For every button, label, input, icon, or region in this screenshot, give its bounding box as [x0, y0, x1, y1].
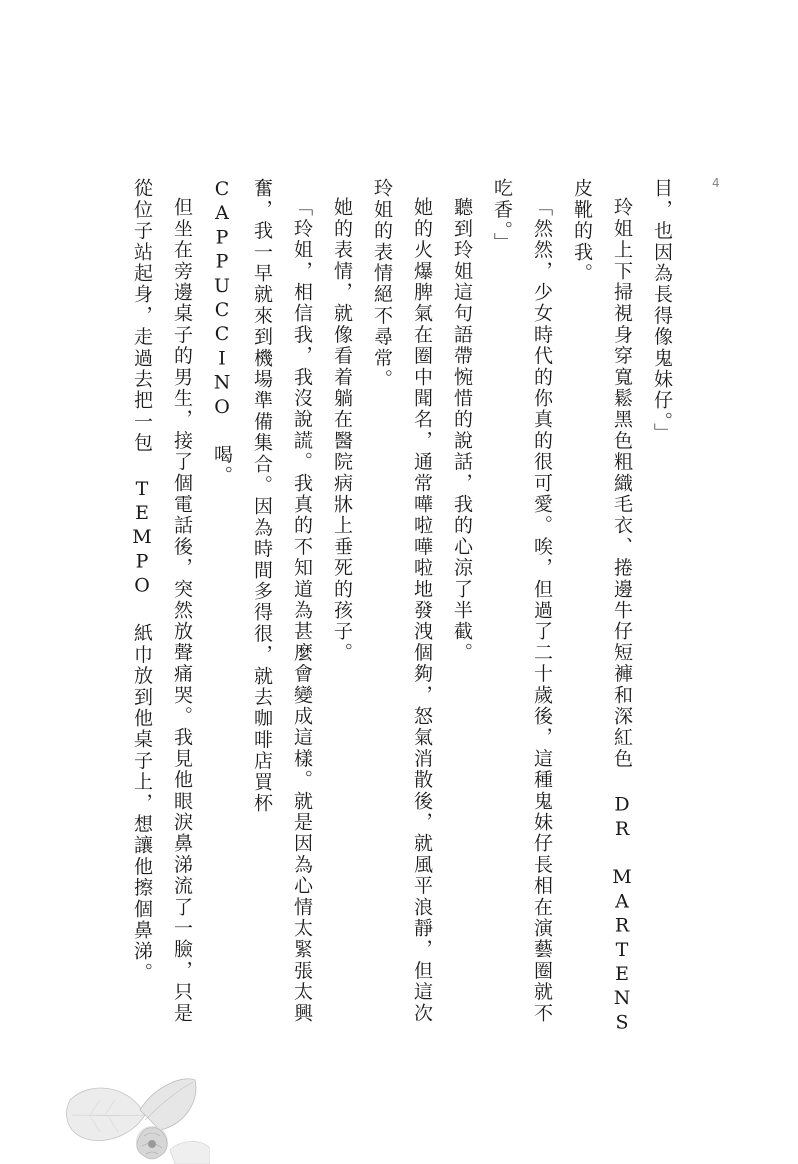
- paragraph: 「玲姐，相信我，我沒說謊。我真的不知道為甚麼會變成這樣。就是因為心情太緊張太興奮，我一早就來到機場準備集合。因為時間多得很，就去咖啡店買杯 CAPPUCCINO 喝。: [211, 178, 313, 1024]
- paragraph: 玲姐上下掃視身穿寬鬆黑色粗織毛衣、捲邊牛仔短褲和深紅色 DR MARTENS 皮靴的我。: [571, 178, 633, 1036]
- page-number: 4: [712, 176, 720, 190]
- flower-head-icon: [136, 1126, 168, 1159]
- paragraph: 她的火爆脾氣在圈中聞名，通常嘩啦嘩啦地發洩個夠，怒氣消散後，就風平浪靜，但這次玲姐的表情絕不尋常。: [371, 178, 433, 1024]
- leaf-icon: [170, 1141, 210, 1164]
- paragraph: 聽到玲姐這句語帶惋惜的說話，我的心涼了半截。: [451, 197, 473, 664]
- paragraph: 她的表情，就像看着躺在醫院病牀上垂死的孩子。: [331, 197, 353, 664]
- flower-illustration-icon: [60, 1070, 210, 1164]
- leaf-icon: [140, 1079, 196, 1130]
- leaf-icon: [66, 1088, 145, 1141]
- body-text: [122, 178, 682, 1038]
- paragraph: 目，也因為長得像鬼妹仔。」: [651, 178, 673, 445]
- paragraph: 但坐在旁邊桌子的男生，接了個電話後，突然放聲痛哭。我見他眼淚鼻涕流了一臉，只是從位子站起身，走過去把一包 TEMPO 紙巾放到他桌子上，想讓他擦個鼻涕。: [131, 178, 193, 1024]
- paragraph: 「然然，少女時代的你真的很可愛。唉，但過了二十歲後，這種鬼妹仔長相在演藝圈就不吃香。」: [491, 178, 553, 1024]
